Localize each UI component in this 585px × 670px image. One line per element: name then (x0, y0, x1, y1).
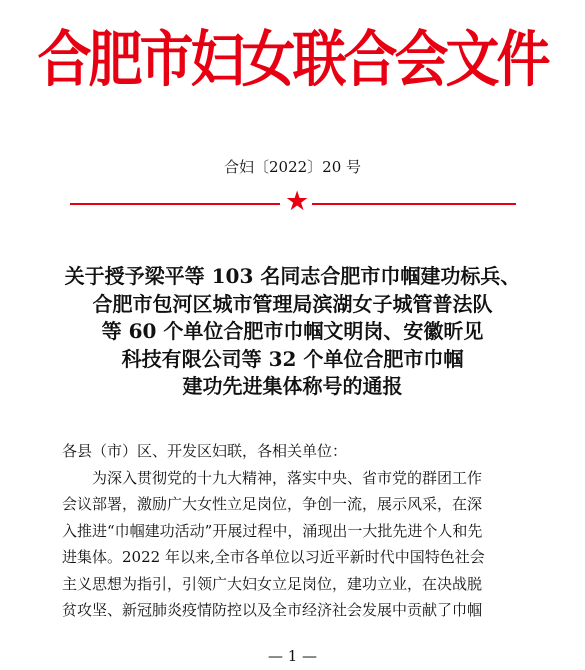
salutation: 各县（市）区、开发区妇联，各相关单位： (62, 442, 348, 460)
title-line: 合肥市包河区城市管理局滨湖女子城管普法队 (92, 291, 493, 316)
title-line: 关于授予梁平等 103 名同志合肥市巾帼建功标兵、 (64, 264, 521, 288)
document-title (40, 263, 545, 401)
body-line: 进集体。2022 年以来,全市各单位以习近平新时代中国特色社会 (62, 548, 485, 566)
star-icon: ★ (285, 186, 310, 217)
page-number: — 1 — (267, 647, 318, 665)
body-line: 主义思想为指引，引领广大妇女立足岗位，建功立业，在决战脱 (62, 574, 483, 593)
org-header: 合肥市妇女联合会文件 (37, 24, 548, 95)
document-body (62, 438, 532, 624)
title-line: 建功先进集体称号的通报 (182, 374, 403, 398)
red-rule-left (70, 203, 280, 205)
body-line: 贫攻坚、新冠肺炎疫情防控以及全市经济社会发展中贡献了巾帼 (62, 601, 483, 619)
title-line: 科技有限公司等 32 个单位合肥市巾帼 (121, 346, 464, 371)
title-line: 等 60 个单位合肥市巾帼文明岗、安徽昕见 (101, 319, 484, 343)
body-line: 会议部署，激励广大女性立足岗位，争创一流，展示风采，在深 (62, 495, 483, 513)
red-rule-right (312, 203, 516, 205)
document-number: 合妇〔2022〕20 号 (223, 158, 362, 176)
body-line: 入推进“巾帼建功活动”开展过程中，涌现出一大批先进个人和先 (62, 521, 483, 540)
body-line: 为深入贯彻党的十九大精神，落实中央、省市党的群团工作 (92, 468, 483, 487)
